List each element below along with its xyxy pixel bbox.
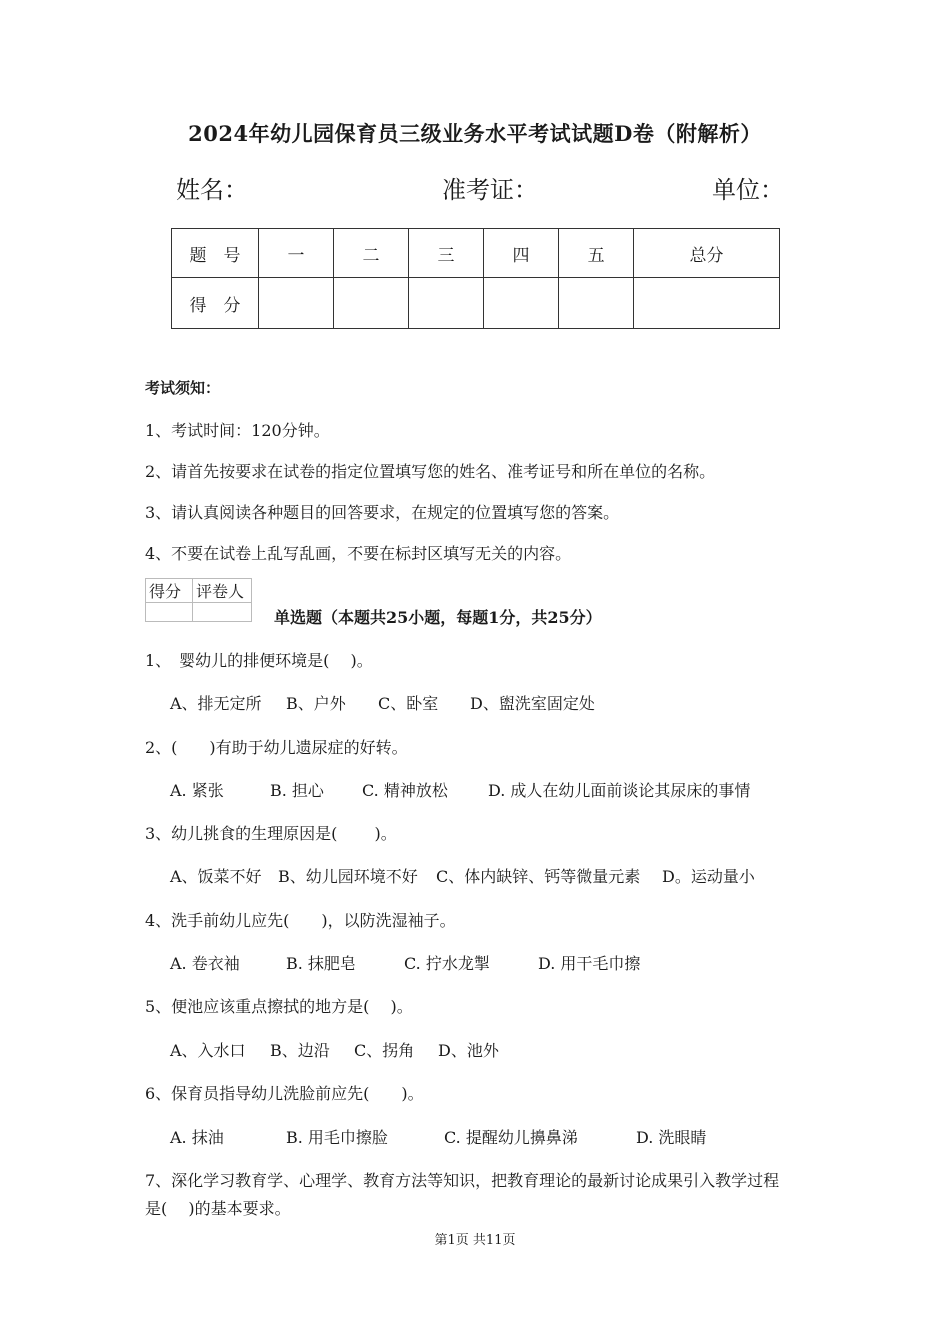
option[interactable]: D、盥洗室固定处 — [470, 694, 595, 713]
notice-item: 2、请首先按要求在试卷的指定位置填写您的姓名、准考证号和所在单位的名称。 — [145, 462, 716, 481]
unit-label: 单位： — [712, 176, 784, 204]
option[interactable]: A、饭菜不好 — [170, 867, 262, 886]
grader-score-entry[interactable] — [146, 603, 193, 622]
option[interactable]: B、边沿 — [270, 1041, 330, 1060]
notice-heading: 考试须知： — [145, 379, 221, 397]
grader-reviewer-label: 评卷人 — [193, 579, 252, 603]
question-text: 3、幼儿挑食的生理原因是( )。 — [145, 824, 397, 843]
option[interactable]: A. 紧张 — [170, 781, 224, 800]
option[interactable]: D. 洗眼睛 — [636, 1128, 707, 1147]
option[interactable]: C. 拧水龙掣 — [404, 954, 490, 973]
option[interactable]: D. 用干毛巾擦 — [538, 954, 641, 973]
score-entry-cell[interactable] — [559, 278, 634, 329]
question-options — [170, 951, 640, 974]
option[interactable]: C. 提醒幼儿擤鼻涕 — [444, 1128, 578, 1147]
question-options — [170, 691, 595, 714]
section-title: 单选题（本题共25小题，每题1分，共25分） — [274, 608, 602, 627]
score-entry-cell[interactable] — [259, 278, 334, 329]
score-entry-cell[interactable] — [409, 278, 484, 329]
option[interactable]: B. 用毛巾擦脸 — [286, 1128, 388, 1147]
option[interactable]: D. 成人在幼儿面前谈论其尿床的事情 — [488, 781, 751, 800]
notice-item: 4、不要在试卷上乱写乱画，不要在标封区填写无关的内容。 — [145, 544, 572, 563]
question-options — [170, 778, 750, 801]
option[interactable]: B、户外 — [286, 694, 346, 713]
document-title: 2024年幼儿园保育员三级业务水平考试试题D卷（附解析） — [188, 121, 762, 146]
score-table — [171, 228, 780, 329]
question-text: 6、保育员指导幼儿洗脸前应先( )。 — [145, 1084, 424, 1103]
question-text: 2、( )有助于幼儿遗尿症的好转。 — [145, 738, 408, 757]
option[interactable]: C、拐角 — [354, 1041, 415, 1060]
question-text: 1、 婴幼儿的排便环境是( )。 — [145, 651, 373, 670]
option[interactable]: A. 抹油 — [170, 1128, 224, 1147]
score-table-cell: 五 — [559, 229, 634, 278]
question-text: 7、深化学习教育学、心理学、教育方法等知识，把教育理论的最新讨论成果引入教学过程 — [145, 1171, 780, 1190]
option[interactable]: D、池外 — [438, 1041, 499, 1060]
grader-box — [145, 578, 252, 622]
score-entry-cell[interactable] — [634, 278, 780, 329]
option[interactable]: B. 担心 — [270, 781, 324, 800]
question-text: 5、便池应该重点擦拭的地方是( )。 — [145, 997, 413, 1016]
score-table-cell: 题 号 — [172, 229, 259, 278]
score-table-cell: 总分 — [634, 229, 780, 278]
option[interactable]: A、入水口 — [170, 1041, 246, 1060]
grader-score-label: 得分 — [146, 579, 193, 603]
option[interactable]: B. 抹肥皂 — [286, 954, 356, 973]
score-table-cell: 四 — [484, 229, 559, 278]
option[interactable]: C、卧室 — [378, 694, 439, 713]
page-footer: 第1页 共11页 — [434, 1233, 516, 1248]
option[interactable]: C. 精神放松 — [362, 781, 448, 800]
question-text: 4、洗手前幼儿应先( )，以防洗湿袖子。 — [145, 911, 456, 930]
score-table-header-row — [172, 229, 780, 278]
question-options — [170, 864, 755, 887]
score-table-cell: 得 分 — [172, 278, 259, 329]
score-table-cell: 三 — [409, 229, 484, 278]
notice-item: 3、请认真阅读各种题目的回答要求，在规定的位置填写您的答案。 — [145, 503, 620, 522]
question-options — [170, 1038, 499, 1061]
score-table-score-row — [172, 278, 780, 329]
question-options — [170, 1125, 706, 1148]
option[interactable]: B、幼儿园环境不好 — [278, 867, 418, 886]
option[interactable]: D。运动量小 — [662, 867, 755, 886]
name-label: 姓名： — [176, 176, 248, 204]
option[interactable]: C、体内缺锌、钙等微量元素 — [436, 867, 641, 886]
score-entry-cell[interactable] — [334, 278, 409, 329]
option[interactable]: A、排无定所 — [170, 694, 262, 713]
score-entry-cell[interactable] — [484, 278, 559, 329]
question-text-continued: 是( )的基本要求。 — [145, 1199, 291, 1218]
score-table-cell: 一 — [259, 229, 334, 278]
grader-reviewer-entry[interactable] — [193, 603, 252, 622]
notice-item: 1、考试时间：120分钟。 — [145, 421, 330, 440]
score-table-cell: 二 — [334, 229, 409, 278]
exam-id-label: 准考证： — [442, 176, 538, 204]
option[interactable]: A. 卷衣袖 — [170, 954, 240, 973]
